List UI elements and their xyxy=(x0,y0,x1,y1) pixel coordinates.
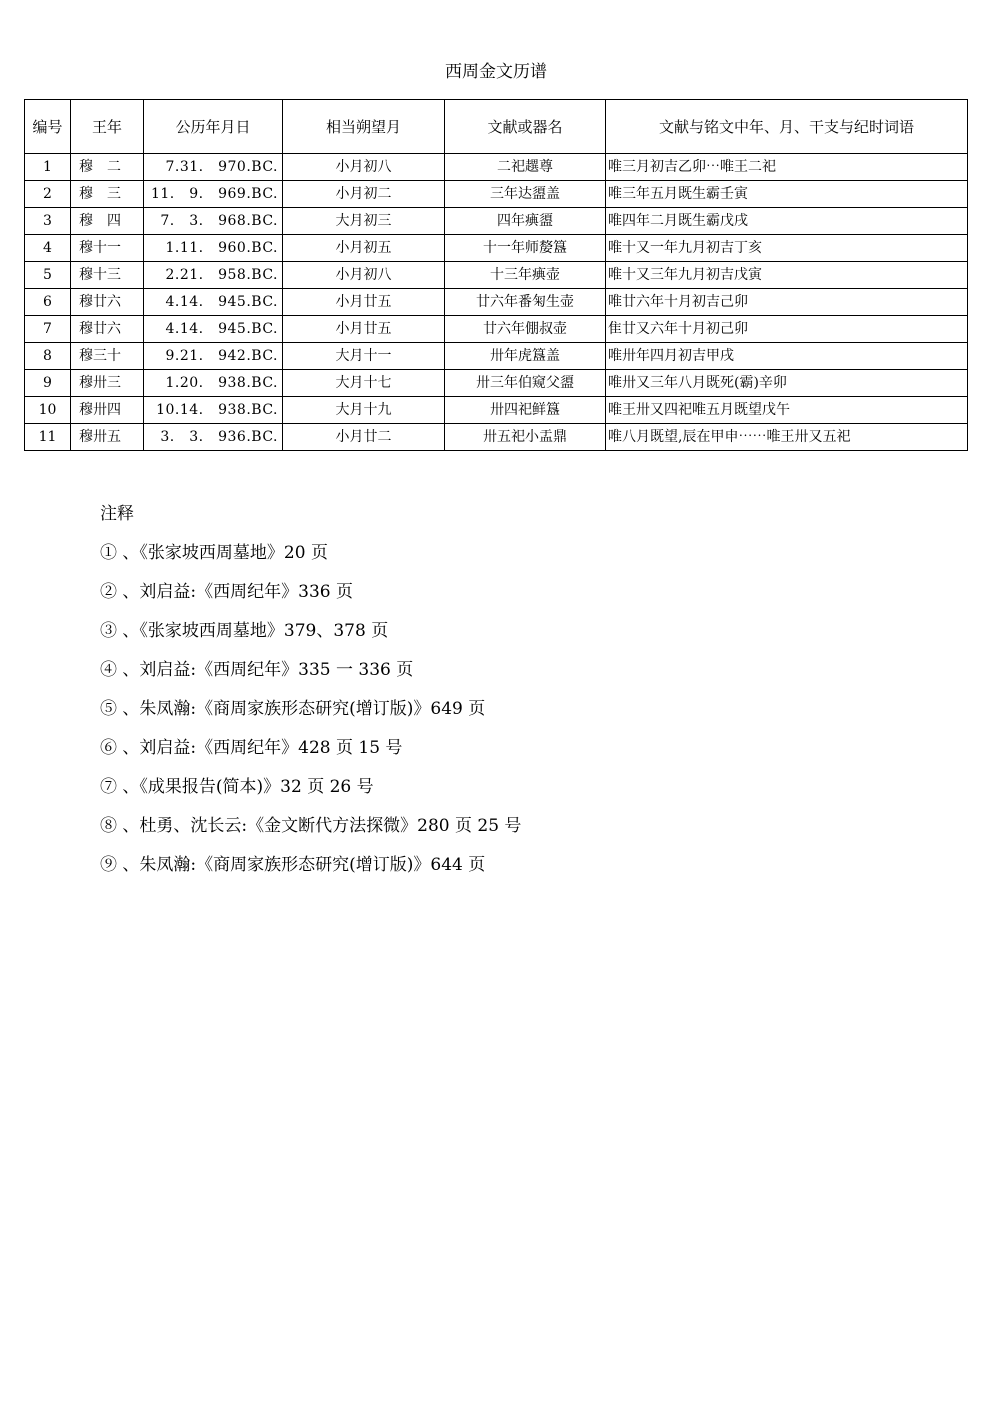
table-row xyxy=(25,424,968,451)
header-vessel: 文献或器名 xyxy=(445,100,606,154)
row-vessel: 廿六年倗叔壶 xyxy=(445,316,606,343)
row-king-year: 穆三十 xyxy=(71,343,144,370)
note-item: ① 、《张家坡西周墓地》20 页 xyxy=(100,543,328,563)
row-king-year: 穆廿六 xyxy=(71,289,144,316)
row-inscription: 唯廿六年十月初吉己卯 xyxy=(606,289,968,316)
row-number: 10 xyxy=(25,397,71,424)
row-lunar-month: 小月初二 xyxy=(283,181,445,208)
row-date: 4.14. 945.BC. xyxy=(144,316,283,343)
row-vessel: 卅年虎簋盖 xyxy=(445,343,606,370)
row-king-year: 穆廿六 xyxy=(71,316,144,343)
table-row xyxy=(25,235,968,262)
row-king-year: 穆卅三 xyxy=(71,370,144,397)
table-row xyxy=(25,397,968,424)
row-lunar-month: 大月初三 xyxy=(283,208,445,235)
row-number: 2 xyxy=(25,181,71,208)
row-king-year: 穆十三 xyxy=(71,262,144,289)
row-date: 2.21. 958.BC. xyxy=(144,262,283,289)
page-title: 西周金文历谱 xyxy=(445,62,547,82)
notes-section xyxy=(100,500,521,890)
row-lunar-month: 小月廿五 xyxy=(283,289,445,316)
row-lunar-month: 大月十七 xyxy=(283,370,445,397)
row-date: 11. 9. 969.BC. xyxy=(144,181,283,208)
row-vessel: 四年痶盨 xyxy=(445,208,606,235)
row-vessel: 廿六年番匊生壶 xyxy=(445,289,606,316)
row-date: 7. 3. 968.BC. xyxy=(144,208,283,235)
row-vessel: 十三年痶壶 xyxy=(445,262,606,289)
row-king-year: 穆十一 xyxy=(71,235,144,262)
row-lunar-month: 小月初八 xyxy=(283,262,445,289)
notes-heading: 注释 xyxy=(100,504,134,524)
row-vessel: 二祀趩尊 xyxy=(445,154,606,181)
table-row xyxy=(25,289,968,316)
row-number: 11 xyxy=(25,424,71,451)
row-inscription: 唯王卅又四祀唯五月既望戊午 xyxy=(606,397,968,424)
row-vessel: 十一年师嫠簋 xyxy=(445,235,606,262)
row-inscription: 唯三月初吉乙卯⋯唯王二祀 xyxy=(606,154,968,181)
table-row xyxy=(25,370,968,397)
row-number: 3 xyxy=(25,208,71,235)
note-item: ② 、刘启益:《西周纪年》336 页 xyxy=(100,582,353,602)
row-king-year: 穆 二 xyxy=(71,154,144,181)
table-row xyxy=(25,262,968,289)
table-row xyxy=(25,154,968,181)
note-item: ③ 、《张家坡西周墓地》379、378 页 xyxy=(100,621,389,641)
row-lunar-month: 小月初五 xyxy=(283,235,445,262)
row-king-year: 穆 三 xyxy=(71,181,144,208)
header-lunar-month: 相当朔望月 xyxy=(283,100,445,154)
row-inscription: 唯卅又三年八月既死(霸)辛卯 xyxy=(606,370,968,397)
row-inscription: 唯三年五月既生霸壬寅 xyxy=(606,181,968,208)
row-lunar-month: 大月十九 xyxy=(283,397,445,424)
row-inscription: 唯卅年四月初吉甲戌 xyxy=(606,343,968,370)
row-number: 8 xyxy=(25,343,71,370)
row-lunar-month: 大月十一 xyxy=(283,343,445,370)
note-item: ⑤ 、朱凤瀚:《商周家族形态研究(增订版)》649 页 xyxy=(100,699,486,719)
header-date: 公历年月日 xyxy=(144,100,283,154)
row-vessel: 三年达盨盖 xyxy=(445,181,606,208)
table-row xyxy=(25,181,968,208)
row-date: 4.14. 945.BC. xyxy=(144,289,283,316)
row-inscription: 隹廿又六年十月初己卯 xyxy=(606,316,968,343)
note-item: ⑥ 、刘启益:《西周纪年》428 页 15 号 xyxy=(100,738,403,758)
row-date: 1.20. 938.BC. xyxy=(144,370,283,397)
row-king-year: 穆 四 xyxy=(71,208,144,235)
row-number: 1 xyxy=(25,154,71,181)
row-number: 4 xyxy=(25,235,71,262)
row-date: 1.11. 960.BC. xyxy=(144,235,283,262)
row-lunar-month: 小月廿二 xyxy=(283,424,445,451)
row-inscription: 唯八月既望,辰在甲申⋯⋯唯王卅又五祀 xyxy=(606,424,968,451)
note-item: ⑦ 、《成果报告(简本)》32 页 26 号 xyxy=(100,777,374,797)
row-inscription: 唯十又三年九月初吉戊寅 xyxy=(606,262,968,289)
row-vessel: 卅三年伯窥父盨 xyxy=(445,370,606,397)
row-number: 5 xyxy=(25,262,71,289)
header-inscription: 文献与铭文中年、月、干支与纪时词语 xyxy=(606,100,968,154)
table-row xyxy=(25,316,968,343)
note-item: ⑨ 、朱凤瀚:《商周家族形态研究(增订版)》644 页 xyxy=(100,855,486,875)
header-king-year: 王年 xyxy=(71,100,144,154)
calendar-table xyxy=(24,99,968,451)
table-header-row xyxy=(25,100,968,154)
row-date: 9.21. 942.BC. xyxy=(144,343,283,370)
row-lunar-month: 小月廿五 xyxy=(283,316,445,343)
row-king-year: 穆卅五 xyxy=(71,424,144,451)
row-number: 9 xyxy=(25,370,71,397)
row-inscription: 唯四年二月既生霸戊戌 xyxy=(606,208,968,235)
table-row xyxy=(25,343,968,370)
row-number: 7 xyxy=(25,316,71,343)
row-lunar-month: 小月初八 xyxy=(283,154,445,181)
note-item: ⑧ 、杜勇、沈长云:《金文断代方法探微》280 页 25 号 xyxy=(100,816,522,836)
table-row xyxy=(25,208,968,235)
note-item: ④ 、刘启益:《西周纪年》335 一 336 页 xyxy=(100,660,414,680)
row-vessel: 卅五祀小盂鼎 xyxy=(445,424,606,451)
header-number: 编号 xyxy=(25,100,71,154)
row-vessel: 卅四祀鲜簋 xyxy=(445,397,606,424)
row-date: 3. 3. 936.BC. xyxy=(144,424,283,451)
row-date: 10.14. 938.BC. xyxy=(144,397,283,424)
row-date: 7.31. 970.BC. xyxy=(144,154,283,181)
row-king-year: 穆卅四 xyxy=(71,397,144,424)
row-number: 6 xyxy=(25,289,71,316)
row-inscription: 唯十又一年九月初吉丁亥 xyxy=(606,235,968,262)
